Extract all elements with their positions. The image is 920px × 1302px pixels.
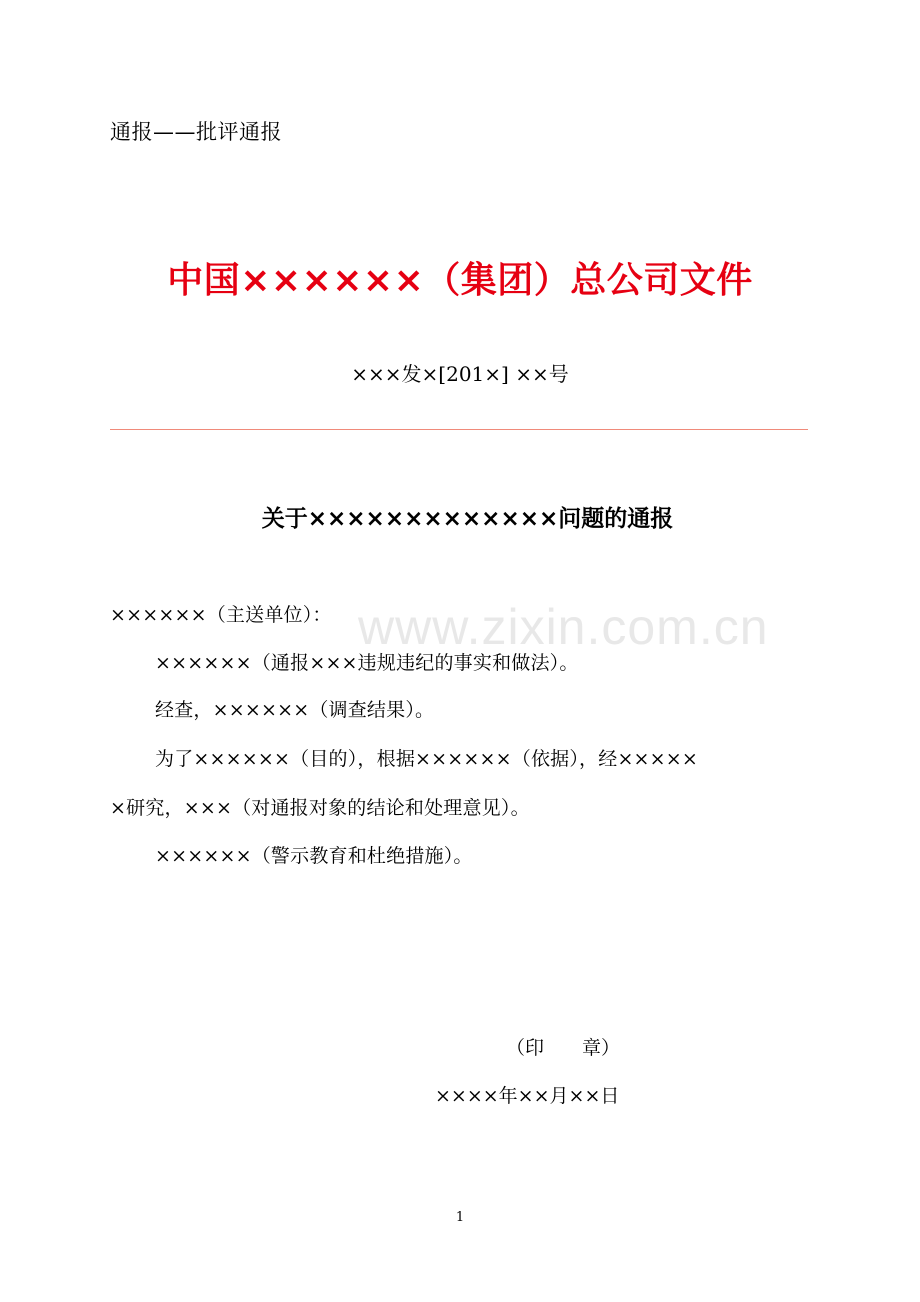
document-date: ××××年××月××日: [435, 1085, 620, 1107]
paragraph-findings: 经查，××××××（调查结果）。: [155, 699, 435, 721]
paragraph-measures: ××××××（警示教育和杜绝措施）。: [155, 845, 473, 867]
header-divider: [110, 429, 808, 430]
paragraph-facts: ××××××（通报×××违规违纪的事实和做法）。: [155, 652, 579, 674]
paragraph-decision-line-1: 为了××××××（目的），根据××××××（依据），经×××××: [155, 748, 699, 770]
seal-placeholder: （印 章）: [506, 1037, 621, 1059]
document-number: ×××发×[201×] ××号: [351, 362, 569, 386]
paragraph-decision-line-2: ×研究，×××（对通报对象的结论和处理意见）。: [110, 797, 530, 819]
subject-title: 关于×××××××××××××问题的通报: [261, 506, 674, 532]
page-number: 1: [455, 1210, 465, 1225]
header-title: 中国××××××（集团）总公司文件: [167, 260, 753, 301]
document-type-label: 通报——批评通报: [110, 120, 282, 144]
salutation: ××××××（主送单位）：: [110, 604, 332, 626]
watermark: www.zixin.com.cn: [358, 599, 769, 655]
